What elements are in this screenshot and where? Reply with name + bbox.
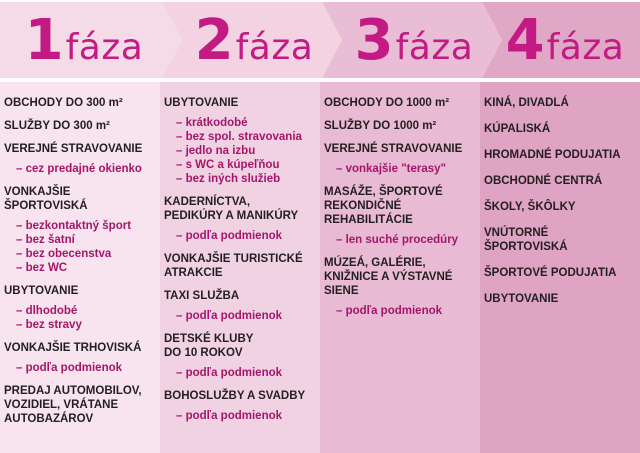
phase-4-item: OBCHODNÉ CENTRÁ: [484, 175, 603, 187]
phase-2-item: BOHOSLUŽBY A SVADBY: [164, 390, 306, 402]
phase-2-title: [170, 8, 338, 74]
condition-note: – bez šatní: [16, 234, 75, 246]
phase-2-condition-list: [164, 409, 316, 423]
phase-4-item: HROMADNÉ PODUJATIA: [484, 149, 621, 161]
phase-3-number: 3: [354, 8, 392, 73]
phase-3-condition-list: [324, 162, 476, 176]
phase-4-item: KÚPALISKÁ: [484, 123, 551, 135]
phase-1-title: [0, 8, 168, 74]
phase-4-item: VNÚTORNÉ ŠPORTOVISKÁ: [484, 227, 568, 253]
phase-2-word: fáza: [235, 27, 314, 68]
phase-2-column: [160, 82, 320, 453]
condition-note: – bez iných služieb: [176, 173, 281, 185]
phase-3-item: SLUŽBY DO 1000 m²: [324, 120, 437, 132]
phase-3-title: [330, 8, 498, 74]
phase-4-word: fáza: [546, 27, 625, 68]
phase-4-item: KINÁ, DIVADLÁ: [484, 97, 569, 109]
phase-2-condition-list: [164, 229, 316, 243]
phase-1-condition-list: [4, 162, 156, 176]
condition-note: – bez stravy: [16, 319, 82, 331]
phase-4-item: ŠKOLY, ŠKÔLKY: [484, 201, 576, 213]
phase-4-title: [490, 8, 640, 74]
condition-note: – vonkajšie "terasy": [336, 163, 446, 175]
phase-2-condition-list: [164, 309, 316, 323]
phase-1-number: 1: [24, 8, 62, 73]
phase-1-word: fáza: [65, 27, 144, 68]
phase-2-item: DETSKÉ KLUBY DO 10 ROKOV: [164, 333, 254, 359]
condition-note: – bez spol. stravovania: [176, 131, 302, 143]
condition-note: – podľa podmienok: [176, 230, 283, 242]
phase-2-condition-list: [164, 116, 316, 186]
condition-note: – s WC a kúpeľňou: [176, 159, 280, 171]
condition-note: – cez predajné okienko: [16, 163, 142, 175]
phase-2-item: TAXI SLUŽBA: [164, 290, 240, 302]
phase-4-number: 4: [505, 8, 543, 73]
phase-header-row: [0, 0, 640, 80]
phase-1-item: SLUŽBY DO 300 m²: [4, 120, 110, 132]
condition-note: – podľa podmienok: [16, 362, 123, 374]
phase-2-number: 2: [194, 8, 232, 73]
phase-1-item: UBYTOVANIE: [4, 285, 79, 297]
condition-note: – bez WC: [16, 262, 68, 274]
phase-1-item: OBCHODY DO 300 m²: [4, 97, 123, 109]
phase-1-item: VONKAJŠIE ŠPORTOVISKÁ: [4, 186, 88, 212]
condition-note: – podľa podmienok: [176, 410, 283, 422]
phase-1-condition-list: [4, 361, 156, 375]
phase-2-condition-list: [164, 366, 316, 380]
phase-1-item: VONKAJŠIE TRHOVISKÁ: [4, 342, 142, 354]
phase-2-item: KADERNÍCTVA, PEDIKÚRY A MANIKÚRY: [164, 196, 299, 222]
phase-1-item: VEREJNÉ STRAVOVANIE: [4, 143, 143, 155]
condition-note: – podľa podmienok: [336, 305, 443, 317]
phase-3-item: MÚZEÁ, GALÉRIE, KNIŽNICE A VÝSTAVNÉ SIENE: [324, 257, 453, 297]
phase-4-item: ŠPORTOVÉ PODUJATIA: [484, 267, 617, 279]
condition-note: – dlhodobé: [16, 305, 78, 317]
phase-3-item: VEREJNÉ STRAVOVANIE: [324, 143, 463, 155]
phase-2-item: VONKAJŠIE TURISTICKÉ ATRAKCIE: [164, 253, 303, 279]
phase-4-column: [480, 82, 640, 453]
phase-1-item: PREDAJ AUTOMOBILOV, VOZIDIEL, VRÁTANE AUTOBAZÁROV: [4, 385, 142, 425]
condition-note: – bezkontaktný šport: [16, 220, 132, 232]
condition-note: – podľa podmienok: [176, 367, 283, 379]
phase-1-condition-list: [4, 304, 156, 332]
phase-3-word: fáza: [395, 27, 474, 68]
phase-3-condition-list: [324, 304, 476, 318]
condition-note: – krátkodobé: [176, 117, 248, 129]
condition-note: – jedlo na izbu: [176, 145, 256, 157]
condition-note: – len suché procedúry: [336, 234, 459, 246]
phase-3-column: [320, 82, 480, 453]
phase-3-condition-list: [324, 233, 476, 247]
phase-2-item: UBYTOVANIE: [164, 97, 239, 109]
phase-3-item: OBCHODY DO 1000 m²: [324, 97, 450, 109]
condition-note: – podľa podmienok: [176, 310, 283, 322]
phase-1-condition-list: [4, 219, 156, 275]
phase-1-column: [0, 82, 160, 453]
phase-4-item: UBYTOVANIE: [484, 293, 559, 305]
phase-3-item: MASÁŽE, ŠPORTOVÉ REKONDIČNÉ REHABILITÁCIE: [324, 186, 443, 226]
condition-note: – bez obecenstva: [16, 248, 112, 260]
